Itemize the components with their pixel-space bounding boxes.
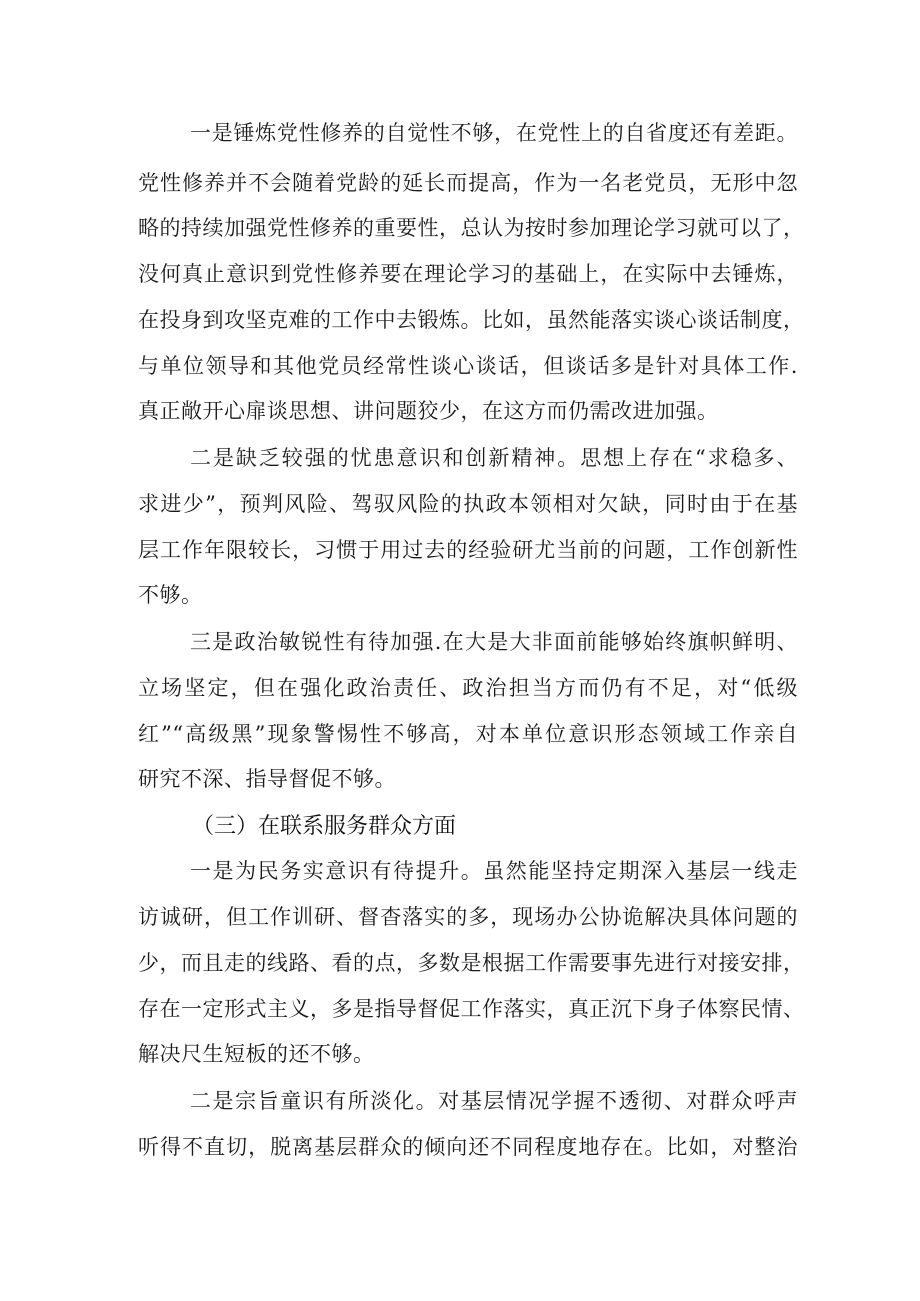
paragraph-3-line-1: 三是政治敏锐性有待加强.在大是大非面前能够始终旗帜鲜明、 — [190, 630, 798, 654]
paragraph-1-line-5: 在投身到攻坚克难的工作中去锻炼。比如，虽然能落实谈心谈话制度， — [138, 308, 805, 332]
paragraph-4-line-4: 存在一定形式主义，多是指导督促工作落实，真正沉下身子体察民情、 — [138, 997, 805, 1021]
paragraph-3-line-2: 立场坚定，但在强化政治责任、政治担当方而仍有不足，对“低级 — [138, 676, 798, 700]
paragraph-3-line-3: 红”“高级黑”现象警惕性不够高，对本单位意识形态领域工作亲自 — [138, 722, 798, 746]
paragraph-2-line-4: 不够。 — [138, 583, 203, 607]
paragraph-1-line-6: 与单位领导和其他党员经常性谈心谈话，但谈话多是针对具体工作. — [138, 354, 798, 378]
paragraph-1-line-2: 党性修养并不会随着党龄的延长而提高，作为一名老党员，无形中忽 — [138, 171, 798, 195]
paragraph-2-line-1: 二是缺乏较强的忧患意识和创新精神。思想上存在“求稳多、 — [190, 446, 798, 470]
paragraph-1-line-1: 一是锤炼党性修养的自觉性不够，在党性上的自省度还有差距。 — [190, 121, 798, 145]
section-heading: （三）在联系服务群众方面 — [192, 814, 457, 839]
paragraph-1-line-7: 真正敞开心扉谈思想、讲问题狡少，在这方而仍需改进加强。 — [138, 399, 719, 423]
paragraph-5-line-1: 二是宗旨童识有所淡化。对基层情况学握不透彻、对群众呼声 — [190, 1089, 798, 1113]
paragraph-2-line-2: 求进少”，预判风险、驾驭风险的执政本领相对欠缺，同时由于在基 — [138, 492, 798, 516]
paragraph-4-line-1: 一是为民务实意识有待提升。虽然能坚持定期深入基层一线走 — [190, 859, 798, 883]
paragraph-1-line-4: 没何真止意识到党性修养要在理论学习的基础上，在实际中去锤炼， — [138, 262, 798, 286]
paragraph-2-line-3: 层工作年限较长，习惯于用过去的经验研尤当前的问题，工作创新性 — [138, 538, 798, 562]
paragraph-1-line-3: 略的持续加强党性修养的重要性，总认为按时参加理论学习就可以了， — [138, 216, 805, 240]
paragraph-5-line-2: 听得不直切，脱离基层群众的倾向还不同程度地存在。比如，对整治 — [138, 1135, 798, 1159]
paragraph-4-line-2: 访诚研，但工作训研、督杳落实的多，现场办公协诡解决具体问题的 — [138, 905, 798, 929]
paragraph-4-line-3: 少，而且走的线路、看的点，多数是根据工作需要事先进行对接安排， — [138, 951, 805, 975]
paragraph-3-line-4: 研究不深、指导督促不够。 — [138, 767, 396, 791]
paragraph-4-line-5: 解决尺生短板的还不够。 — [138, 1042, 375, 1066]
